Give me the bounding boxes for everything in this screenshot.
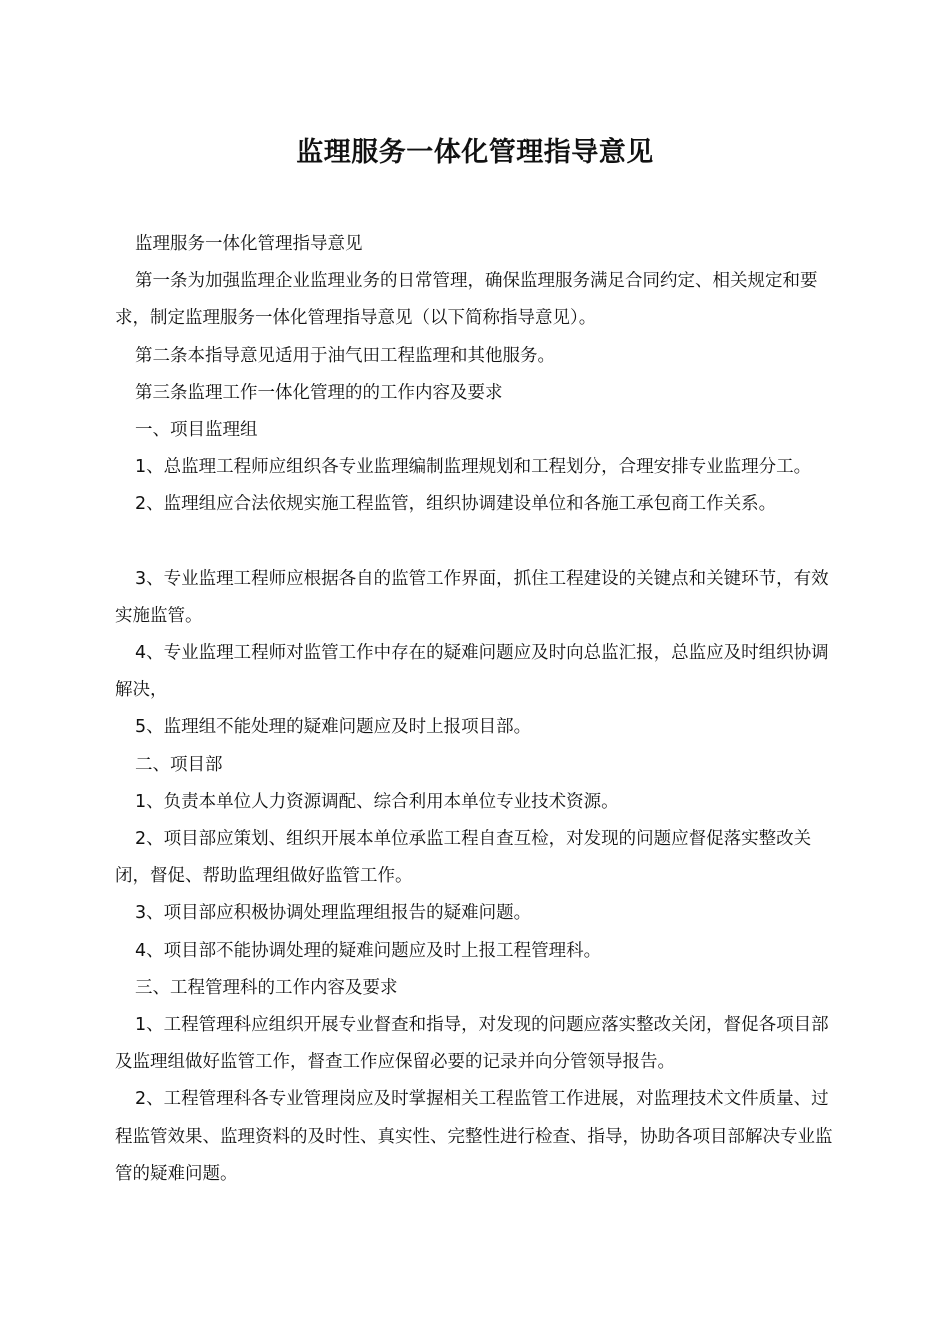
section-heading-project-dept: 二、项目部	[135, 754, 223, 775]
list-item-mgmt-1: 1、工程管理科应组织开展专业督查和指导，对发现的问题应落实整改关闭，督促各项目部及监理组做好监管工作，督查工作应保留必要的记录并向分管领导报告。	[115, 1015, 829, 1073]
section-heading-engineering-mgmt: 三、工程管理科的工作内容及要求	[135, 977, 398, 998]
list-item-dept-1: 1、负责本单位人力资源调配、综合利用本单位专业技术资源。	[135, 791, 619, 812]
list-item-dept-3: 3、项目部应积极协调处理监理组报告的疑难问题。	[135, 903, 532, 924]
document-title: 监理服务一体化管理指导意见	[296, 137, 654, 168]
list-item-team-4: 4、专业监理工程师对监管工作中存在的疑难问题应及时向总监汇报，总监应及时组织协调解决，	[115, 643, 829, 701]
blank-line	[115, 524, 843, 561]
list-item-dept-4: 4、项目部不能协调处理的疑难问题应及时上报工程管理科。	[135, 940, 602, 961]
section-heading-project-team: 一、项目监理组	[135, 420, 258, 441]
list-item-dept-2: 2、项目部应策划、组织开展本单位承监工程自查互检，对发现的问题应督促落实整改关闭，督促、帮助监理组做好监管工作。	[115, 829, 812, 887]
document-body	[115, 226, 843, 1193]
list-item-team-2: 2、监理组应合法依规实施工程监管，组织协调建设单位和各施工承包商工作关系。	[135, 494, 777, 515]
paragraph-heading-repeat: 监理服务一体化管理指导意见	[135, 234, 363, 254]
paragraph-article-1: 第一条为加强监理企业监理业务的日常管理，确保监理服务满足合同约定、相关规定和要求，制定监理服务一体化管理指导意见（以下简称指导意见）。	[115, 271, 818, 329]
paragraph-article-2: 第二条本指导意见适用于油气田工程监理和其他服务。	[135, 345, 555, 366]
list-item-team-5: 5、监理组不能处理的疑难问题应及时上报项目部。	[135, 717, 532, 738]
list-item-team-3: 3、专业监理工程师应根据各自的监管工作界面，抓住工程建设的关键点和关键环节，有效实施监管。	[115, 568, 829, 626]
list-item-team-1: 1、总监理工程师应组织各专业监理编制监理规划和工程划分，合理安排专业监理分工。	[135, 457, 812, 478]
list-item-mgmt-2: 2、工程管理科各专业管理岗应及时掌握相关工程监管工作进展，对监理技术文件质量、过程监管效果、监理资料的及时性、真实性、完整性进行检查、指导，协助各项目部解决专业监管的疑难问题。	[115, 1089, 833, 1184]
paragraph-article-3: 第三条监理工作一体化管理的的工作内容及要求	[135, 382, 503, 403]
